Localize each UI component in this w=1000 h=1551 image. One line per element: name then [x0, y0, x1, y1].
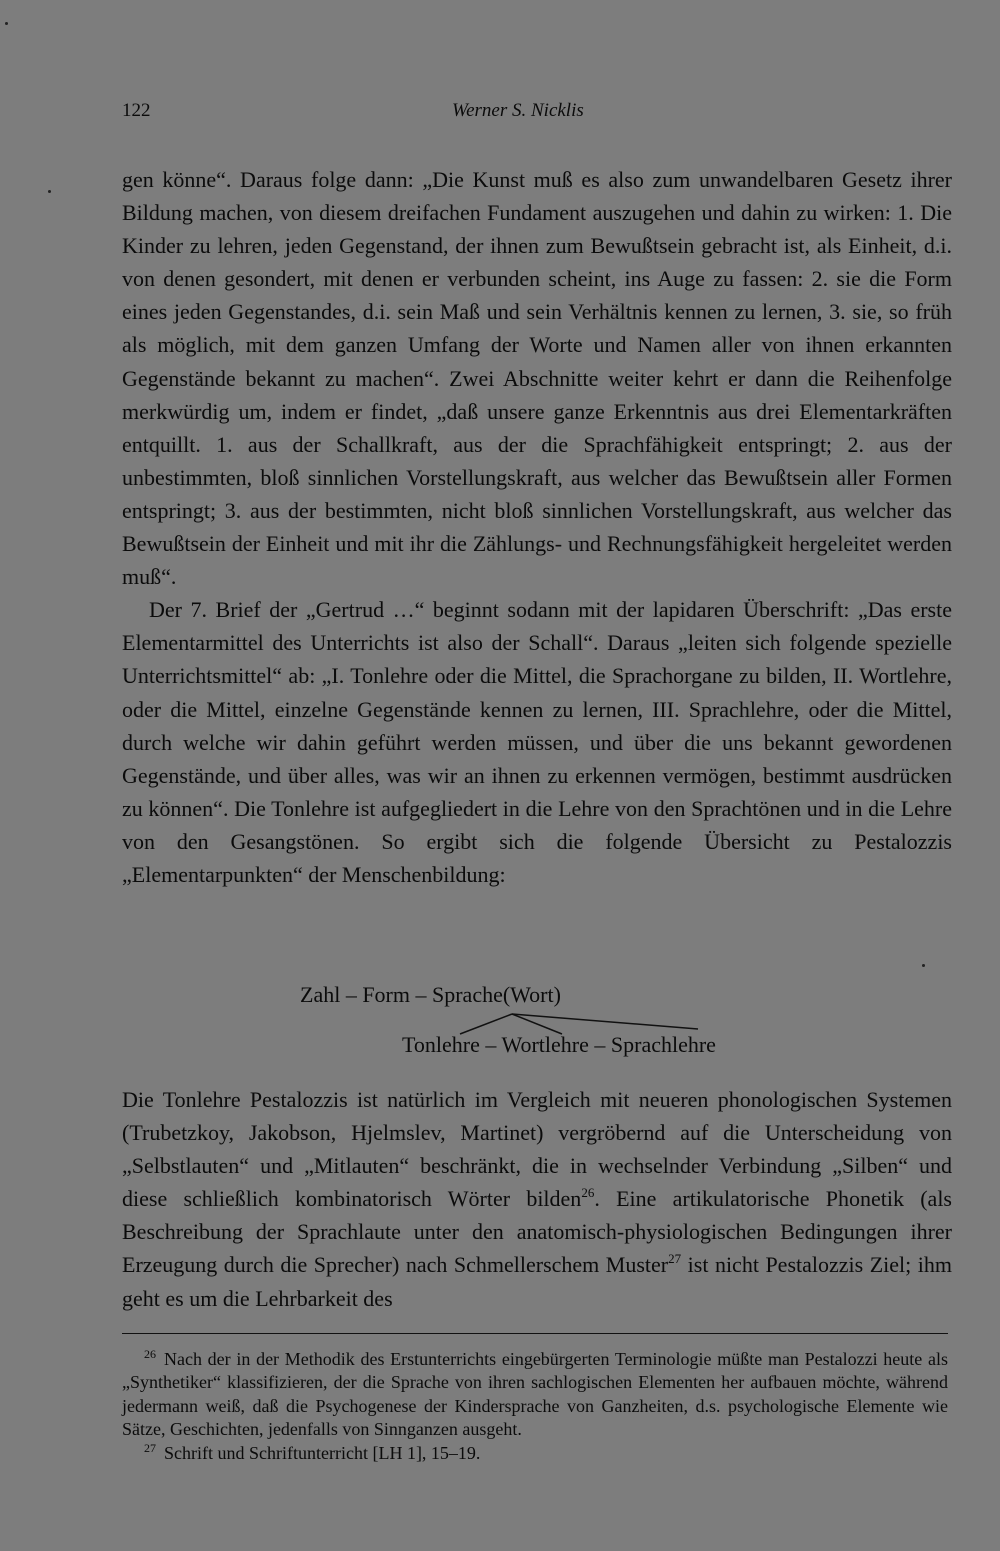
body-text	[122, 163, 952, 891]
footnote-divider	[122, 1333, 948, 1334]
page-number: 122	[122, 100, 151, 121]
body-text-continued	[122, 1083, 952, 1315]
footnote-text: Schrift und Schriftunterricht [LH 1], 15–19.	[164, 1442, 481, 1463]
footnotes	[122, 1348, 948, 1465]
footnote-number: 27	[144, 1440, 156, 1455]
footnote-text: Nach der in der Methodik des Erstunterrichts eingebürgerten Terminologie müßte man Pestalozzi heute als „Synthetiker“ klassifizieren, der die Sprache von ihren sachlogischen Elementen her aufbauen möchte, während jedermann weiß, daß die Psychogenese der Kindersprache von Ganzheiten, d.s. psychologische Elemente wie Sätze, Geschichten, jedenfalls von Sinnganzen ausgeht.	[122, 1349, 948, 1440]
scan-speck	[922, 964, 925, 967]
paragraph-1: gen könne“. Daraus folge dann: „Die Kunst muß es also zum unwandelbaren Gesetz ihrer Bildung machen, von diesem dreifachen Fundament auszugehen und dahin zu wirken: 1. Die Kinder zu lehren, jeden Gegenstand, der ihnen zum Bewußtsein gebracht ist, als Einheit, d.i. von denen gesondert, mit denen er verbunden scheint, ins Auge zu fassen: 2. sie die Form eines jeden Gegenstandes, d.i. sein Maß und sein Verhältnis kennen zu lernen, 3. sie, so früh als möglich, mit dem ganzen Umfang der Worte und Namen aller von ihnen erkannten Gegenstände bekannt zu machen“. Zwei Abschnitte weiter kehrt er dann die Reihenfolge merkwürdig um, indem er findet, „daß unsere ganze Erkenntnis aus drei Elementarkräften entquillt. 1. aus der Schallkraft, aus der die Sprachfähigkeit entspringt; 2. aus der unbestimmten, bloß sinnlichen Vorstellungskraft, aus welcher das Bewußtsein aller Formen entspringt; 3. aus der bestimmten, nicht bloß sinnlichen Vorstellungskraft, aus welcher das Bewußtsein der Einheit und mit ihr die Zählungs- und Rechnungsfähigkeit hergeleitet werden muß“.	[122, 167, 952, 590]
paragraph-3-part-1: Die Tonlehre Pestalozzis ist natürlich im Vergleich mit neueren phonologischen Systemen (Trubetzkoy, Jakobson, Hjelmslev, Martinet) vergröbernd auf die Unterscheidung von „Selbstlauten“ und „Mitlauten“ beschränkt, die in wechselnder Verbindung „Silben“ und diese schließlich kombinatorisch Wörter bilden	[122, 1087, 952, 1212]
elementarpunkte-diagram	[300, 982, 780, 1062]
footnote-number: 26	[144, 1347, 156, 1361]
page-header	[122, 100, 948, 130]
scan-speck	[48, 190, 51, 193]
diagram-top-row: Zahl – Form – Sprache(Wort)	[300, 982, 561, 1007]
diagram-bottom-row: Tonlehre – Wortlehre – Sprachlehre	[402, 1032, 716, 1057]
running-head: Werner S. Nicklis	[452, 100, 584, 121]
paragraph-3	[122, 1083, 952, 1315]
paragraph-3-part-2: . Eine artikulatorische Phonetik (als Beschreibung der Sprachlaute unter den anatomisch-physiologischen Bedingungen ihrer Erzeugung durch die Sprecher) nach Schmellerschem Muster	[122, 1186, 952, 1278]
footnote-27	[122, 1442, 948, 1465]
paragraph-2: Der 7. Brief der „Gertrud …“ beginnt sodann mit der lapidaren Überschrift: „Das erste Elementarmittel des Unterrichts ist also der Schall“. Daraus „leiten sich folgende spezielle Unterrichtsmittel“ ab: „I. Tonlehre oder die Mittel, die Sprachorgane zu bilden, II. Wortlehre, oder die Mittel, einzelne Gegenstände kennen zu lernen, III. Sprachlehre, oder die Mittel, durch welche wir dahin geführt werden müssen, und über die uns bekannt gewordenen Gegenstände, und über alles, was wir an ihnen zu erkennen vermögen, bestimmt ausdrücken zu können“. Die Tonlehre ist aufgegliedert in die Lehre von den Sprachtönen und in die Lehre von den Gesangstönen. So ergibt sich die folgende Übersicht zu Pestalozzis „Elementarpunkten“ der Menschenbildung:	[122, 597, 952, 887]
footnote-ref-27[interactable]: 27	[668, 1251, 682, 1267]
footnote-ref-26[interactable]: 26	[581, 1185, 595, 1201]
scan-speck	[5, 22, 8, 25]
footnote-26	[122, 1348, 948, 1442]
paragraph-3-part-3: ist nicht Pestalozzis Ziel; ihm geht es um die Lehrbarkeit des	[122, 1252, 952, 1311]
